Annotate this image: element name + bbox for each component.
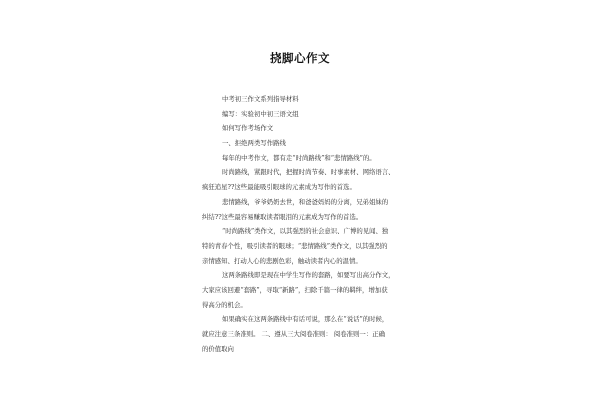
document-body [202, 92, 412, 356]
text-line: 大家应该回避“套路”，寻取“新路”，扫除千篇一律的羁绊，增加获 [202, 285, 388, 294]
text-line: 的价值取向 [202, 344, 234, 353]
text-line: 特的青春个性，吸引读者的眼球；“悲情路线”类作文，以其强烈的 [202, 241, 388, 250]
text-line: “时尚路线”类作文，以其强烈的社会意识、广博的见闻、独 [222, 227, 389, 236]
text-line: 如何写作考场作文 [222, 124, 274, 133]
text-line: 就应注意三条准则。 二、遵从三大阅卷准则： 阅卷准则一：正确 [202, 330, 385, 338]
text-line: 这两条路线即是现在中学生写作的套路，如要写出高分作文， [222, 271, 395, 280]
text-line: 亲情感知、打动人心的悲剧色彩，触动读者内心的温情。 [202, 256, 362, 265]
text-line: 中考初三作文系列指导材料 [222, 95, 299, 103]
text-line: 编写：实验初中初三语文组 [222, 109, 299, 118]
text-line: 每年的中考作文，都有走“时尚路线”和“悲情路线”的。 [222, 153, 376, 162]
text-line: 得高分的机会。 [202, 300, 247, 309]
text-line: 时尚路线，紧跟时代，把握时尚节奏、时事素材、网络语言、 [222, 168, 395, 177]
document-title: 挠脚心作文 [270, 51, 330, 65]
text-line: 悲情路线，爷爷奶奶去世，和爸爸妈妈的分离，兄弟姐妹的 [222, 197, 389, 206]
text-line: 如果确实在这两条路线中有话可说，那么在“说话”的时候， [222, 315, 389, 324]
text-line: 疯狂追星??这些最能吸引眼球的元素成为写作的首选。 [202, 183, 356, 192]
text-line: 纠结??这些最容易赚取读者眼泪的元素成为写作的首选。 [202, 212, 363, 221]
text-line: 一、拒绝两类写作路线 [222, 139, 286, 148]
